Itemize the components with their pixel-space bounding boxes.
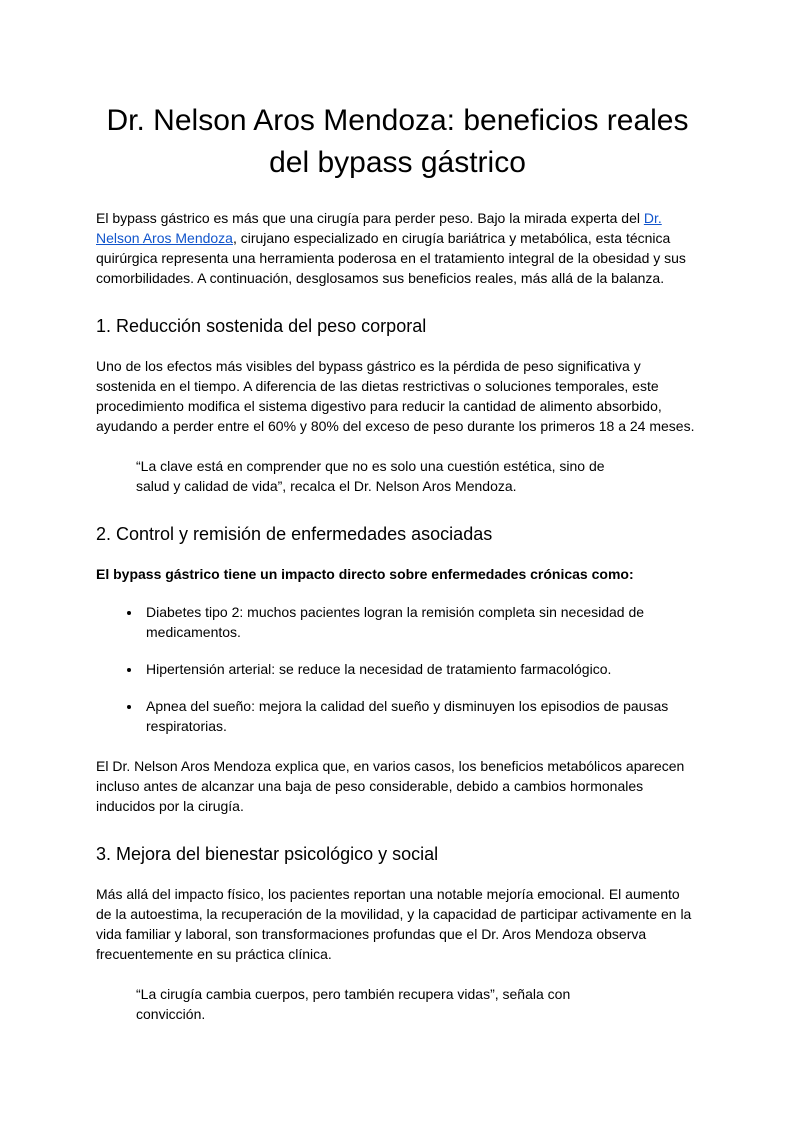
intro-paragraph <box>96 208 699 288</box>
intro-text-before-link: El bypass gástrico es más que una cirugía para perder peso. Bajo la mirada experta del <box>96 210 644 226</box>
section-1-quote: “La clave está en comprender que no es solo una cuestión estética, sino de salud y calidad de vida”, recalca el Dr. Nelson Aros Mendoza. <box>136 458 605 494</box>
section-3-paragraph: Más allá del impacto físico, los pacientes reportan una notable mejoría emocional. El aumento de la autoestima, la recuperación de la movilidad, y la capacidad de participar activamente en la vida familiar y laboral, son transformaciones profundas que el Dr. Aros Mendoza observa frecuentemente en su práctica clínica. <box>96 886 692 962</box>
document-title: Dr. Nelson Aros Mendoza: beneficios reales del bypass gástrico <box>106 104 689 179</box>
section-1-heading: 1. Reducción sostenida del peso corporal <box>96 316 427 336</box>
section-3-quote: “La cirugía cambia cuerpos, pero también recupera vidas”, señala con convicción. <box>136 986 571 1022</box>
list-item: • Apnea del sueño: mejora la calidad del sueño y disminuyen los episodios de pausas respiratorias. <box>142 696 699 736</box>
doctor-profile-link[interactable]: Dr. Nelson Aros Mendoza <box>96 210 662 246</box>
section-1-paragraph: Uno de los efectos más visibles del bypass gástrico es la pérdida de peso significativa y sostenida en el tiempo. A diferencia de las dietas restrictivas o soluciones temporales, este procedimiento modifica el sistema digestivo para reducir la cantidad de alimento absorbido, ayudando a perder entre el 60% y 80% del exceso de peso durante los primeros 18 a 24 meses. <box>96 358 695 434</box>
section-2-lead: El bypass gástrico tiene un impacto directo sobre enfermedades crónicas como: <box>96 566 634 582</box>
list-item: • Hipertensión arterial: se reduce la necesidad de tratamiento farmacológico. <box>142 659 699 679</box>
section-2-heading: 2. Control y remisión de enfermedades asociadas <box>96 524 493 544</box>
section-3-heading: 3. Mejora del bienestar psicológico y social <box>96 844 439 864</box>
disease-bullet-list <box>96 602 699 736</box>
section-2-paragraph: El Dr. Nelson Aros Mendoza explica que, en varios casos, los beneficios metabólicos aparecen incluso antes de alcanzar una baja de peso considerable, debido a cambios hormonales inducidos por la cirugía. <box>96 758 685 814</box>
list-item: • Diabetes tipo 2: muchos pacientes logran la remisión completa sin necesidad de medicamentos. <box>142 602 699 642</box>
intro-text-after-link: , cirujano especializado en cirugía bariátrica y metabólica, esta técnica quirúrgica representa una herramienta poderosa en el tratamiento integral de la obesidad y sus comorbilidades. A continuación, desglosamos sus beneficios reales, más allá de la balanza. <box>96 230 686 286</box>
